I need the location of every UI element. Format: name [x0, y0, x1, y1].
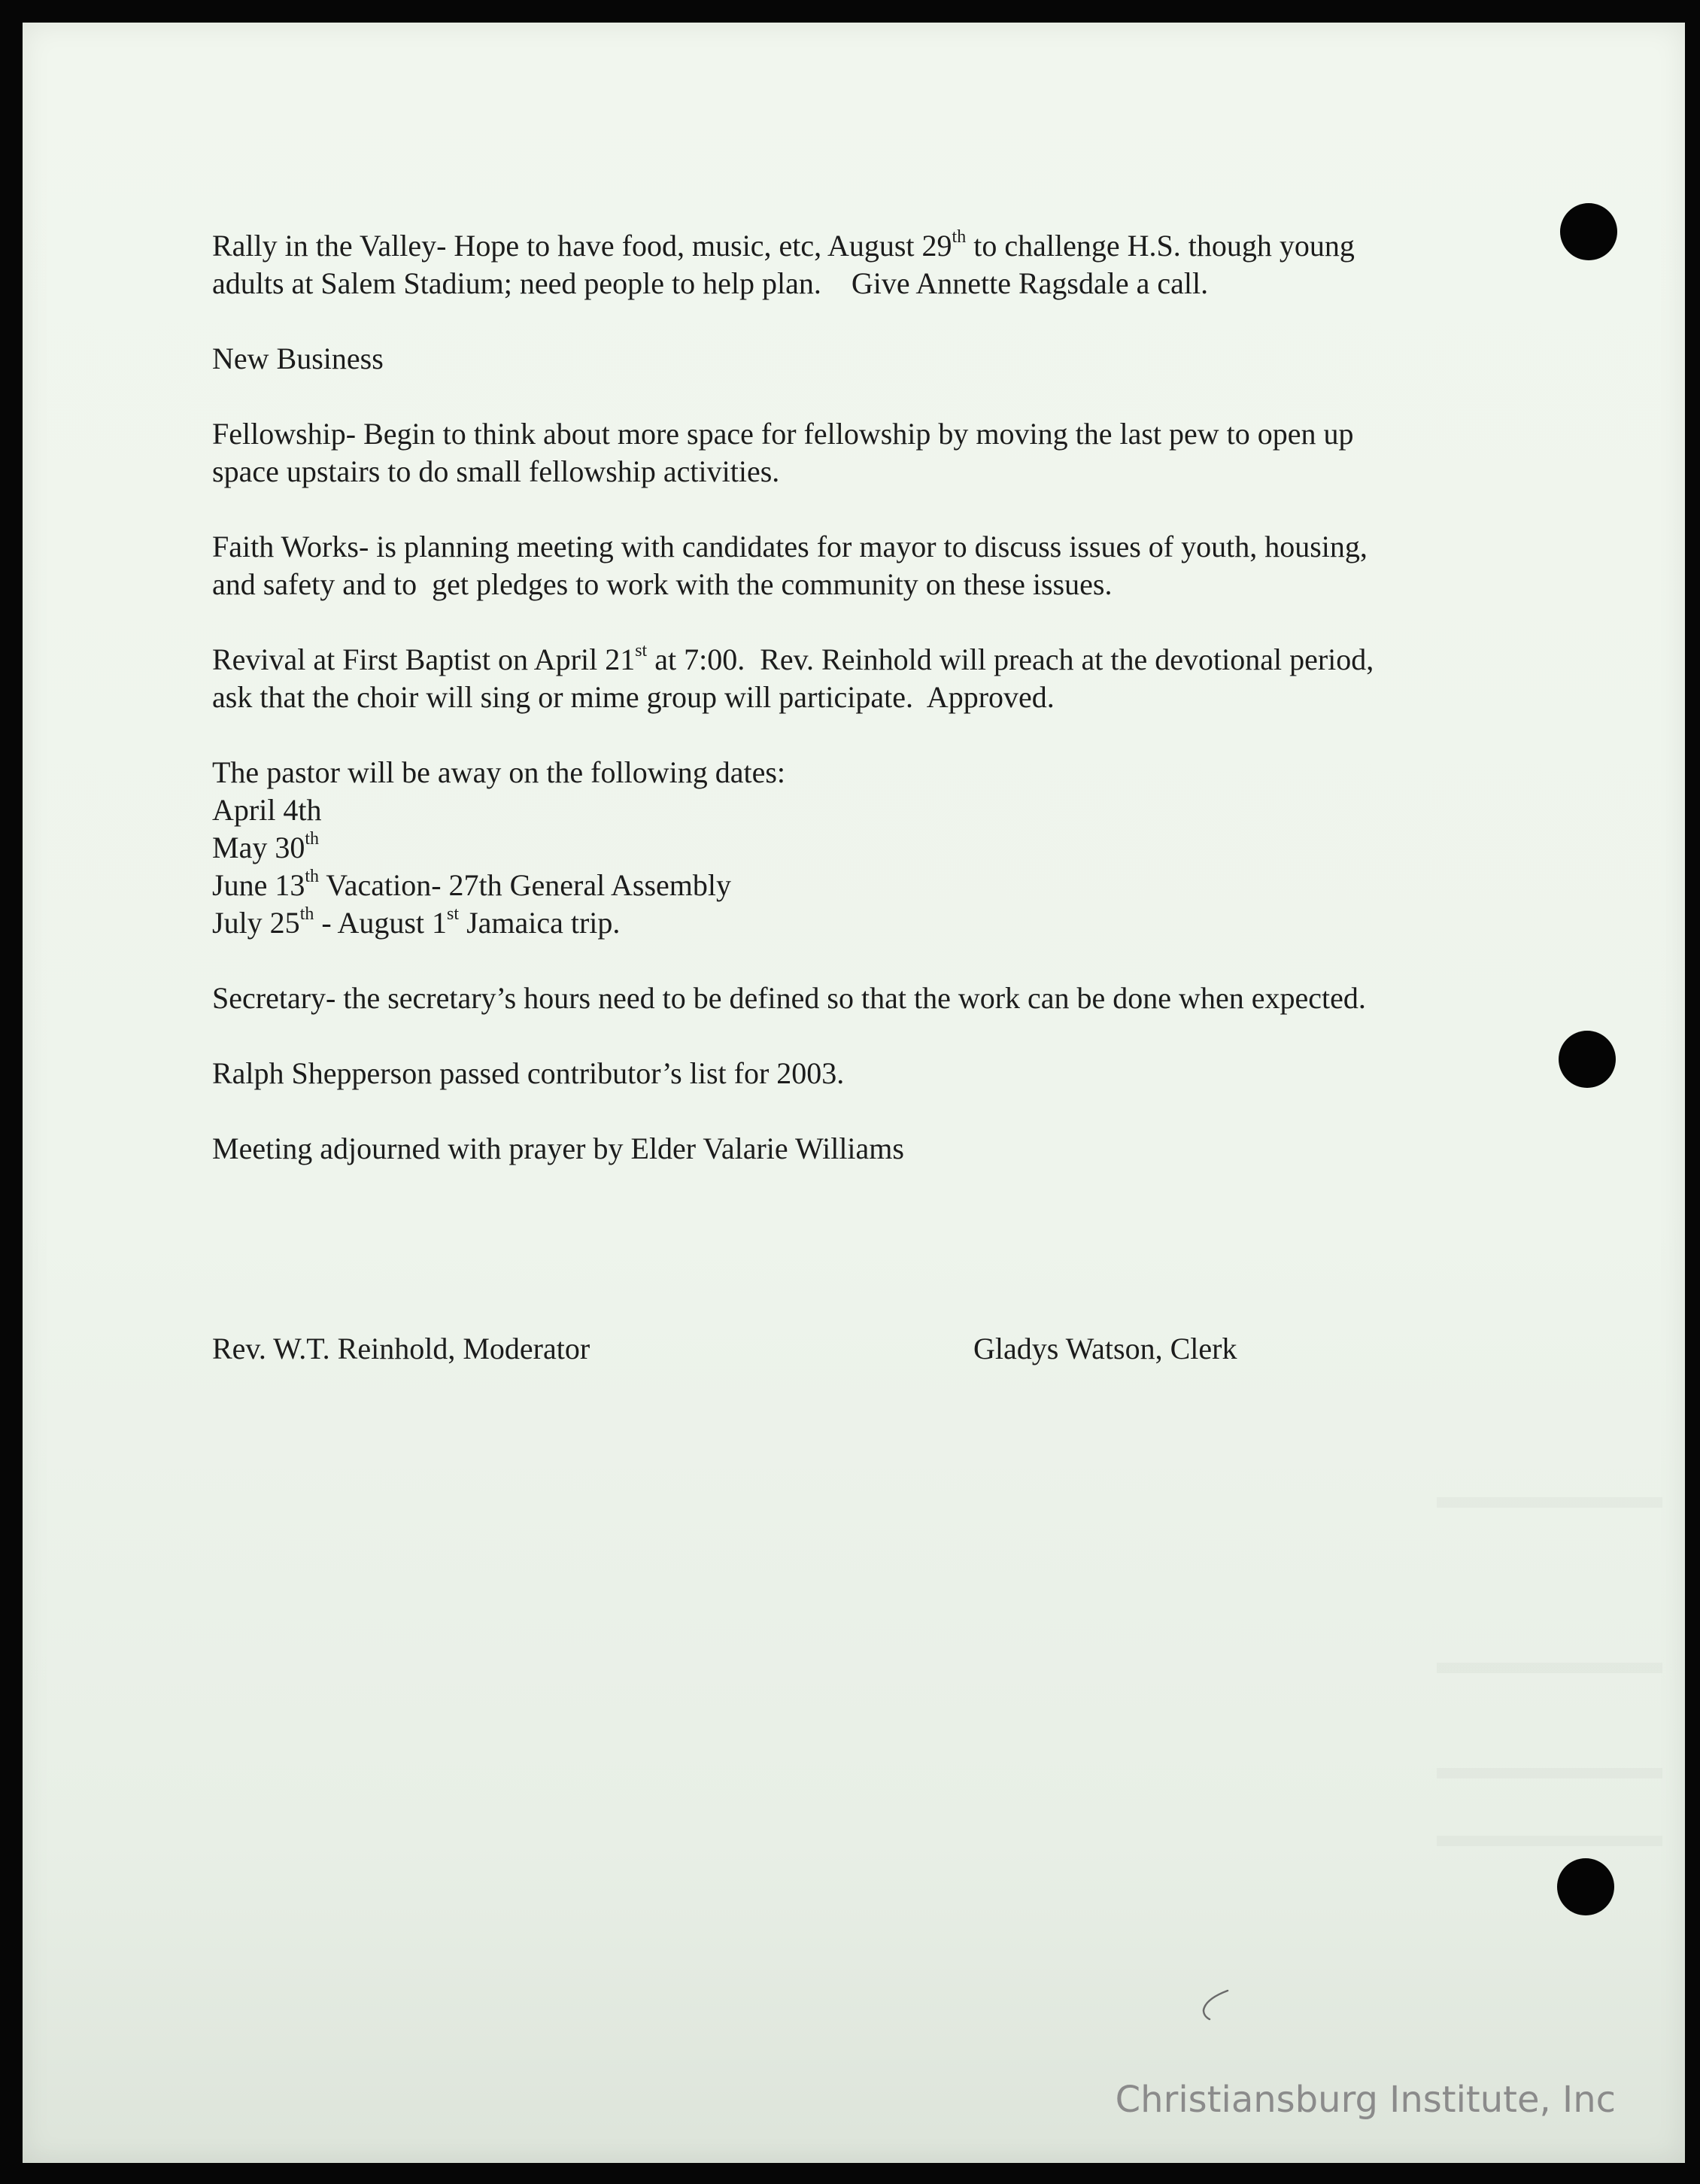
minutes-body [212, 227, 1566, 1205]
clerk-signature: Gladys Watson, Clerk [973, 1332, 1237, 1365]
revival-line-1: Revival at First Baptist on April 21st at 7:00. Rev. Reinhold will preach at the devotional period, [212, 641, 1374, 676]
bleed-through-line [1437, 1836, 1662, 1846]
faith-works-paragraph: Faith Works- is planning meeting with candidates for mayor to discuss issues of youth, housing, and safety and to get pledges to work with the community on these issues. [212, 530, 1368, 601]
secretary-paragraph: Secretary- the secretary’s hours need to be defined so that the work can be done when expected. [212, 981, 1366, 1015]
revival-paragraph: Revival at First Baptist on April 21st at 7:00. Rev. Reinhold will preach at the devotional period, ask that the choir will sing or mime group will participate. Approved. [212, 641, 1566, 716]
punch-hole-icon [1559, 1031, 1616, 1088]
date-item: April 4th [212, 793, 322, 827]
rally-paragraph [212, 227, 1566, 302]
moderator-signature: Rev. W.T. Reinhold, Moderator [212, 1332, 590, 1365]
date-item: June 13th Vacation- 27th General Assembly [212, 867, 732, 902]
bleed-through-line [1437, 1497, 1662, 1508]
bleed-through-line [1437, 1768, 1662, 1778]
contributors-paragraph: Ralph Shepperson passed contributor’s list for 2003. [212, 1056, 845, 1090]
pastor-away-intro: The pastor will be away on the following dates: [212, 755, 786, 789]
punch-hole-icon [1560, 203, 1617, 260]
rally-line-2: adults at Salem Stadium; need people to help plan. Give Annette Ragsdale a call. [212, 266, 1209, 300]
watermark: Christiansburg Institute, Inc [1115, 2079, 1616, 2121]
fellowship-paragraph: Fellowship- Begin to think about more space for fellowship by moving the last pew to open up space upstairs to do small fellowship activities. [212, 417, 1354, 488]
bleed-through-line [1437, 1663, 1662, 1673]
rally-line-1: Rally in the Valley- Hope to have food, music, etc, August 29th to challenge H.S. though young [212, 227, 1355, 263]
date-item: July 25th - August 1st Jamaica trip. [212, 904, 621, 940]
signature-block [212, 1330, 1566, 1368]
pen-mark-icon [1198, 1988, 1232, 2022]
document-page [23, 23, 1685, 2163]
punch-hole-icon [1557, 1858, 1614, 1915]
pastor-away-list [212, 754, 1566, 942]
date-item: May 30th [212, 829, 319, 864]
new-business-heading: New Business [212, 342, 384, 375]
adjourn-paragraph: Meeting adjourned with prayer by Elder Valarie Williams [212, 1131, 904, 1165]
